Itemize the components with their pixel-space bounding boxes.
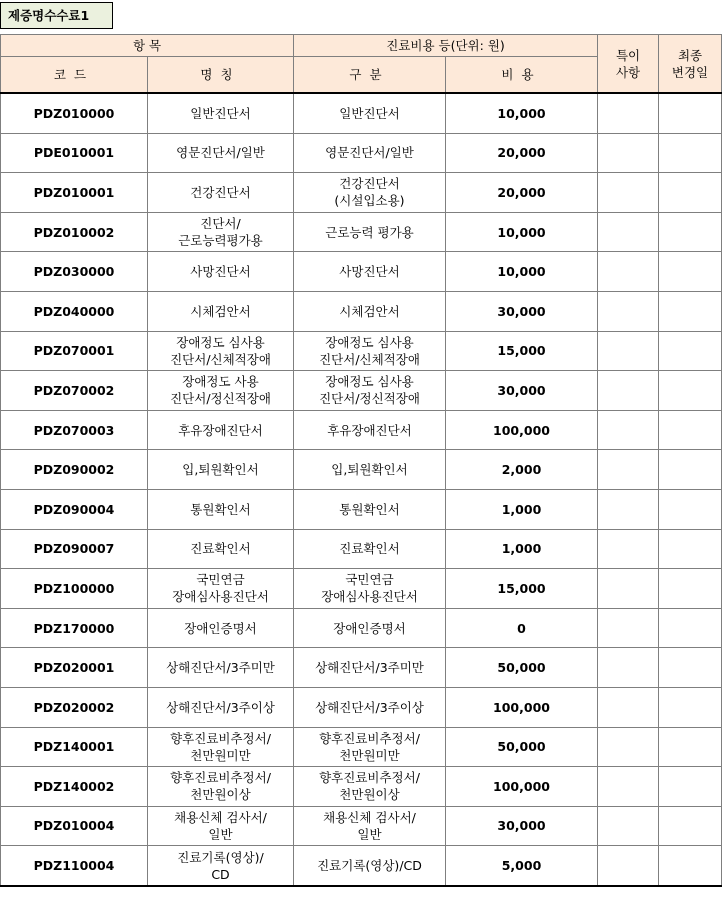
code-cell: PDZ090004: [1, 489, 148, 529]
cost-cell: 50,000: [446, 648, 598, 688]
special-notes-cell: [598, 252, 659, 292]
cost-cell: 0: [446, 608, 598, 648]
cost-cell: 100,000: [446, 687, 598, 727]
special-notes-cell: [598, 489, 659, 529]
type-cell: 후유장애진단서: [294, 410, 446, 450]
name-cell: 입,퇴원확인서: [148, 450, 294, 490]
special-notes-cell: [598, 331, 659, 371]
type-cell: 국민연금 장애심사용진단서: [294, 569, 446, 609]
name-cell: 진단서/ 근로능력평가용: [148, 212, 294, 252]
name-cell: 진료기록(영상)/ CD: [148, 846, 294, 886]
type-cell: 향후진료비추정서/ 천만원미만: [294, 727, 446, 767]
table-row: [1, 291, 722, 331]
last-changed-cell: [659, 212, 722, 252]
last-changed-cell: [659, 648, 722, 688]
special-notes-cell: [598, 648, 659, 688]
special-notes-cell: [598, 212, 659, 252]
special-notes-cell: [598, 767, 659, 807]
special-notes-cell: [598, 410, 659, 450]
type-cell: 건강진단서 (시설입소용): [294, 173, 446, 213]
type-cell: 향후진료비추정서/ 천만원이상: [294, 767, 446, 807]
code-cell: PDZ010001: [1, 173, 148, 213]
special-notes-cell: [598, 291, 659, 331]
special-notes-cell: [598, 846, 659, 886]
cost-cell: 2,000: [446, 450, 598, 490]
table-row: [1, 489, 722, 529]
code-cell: PDZ010000: [1, 93, 148, 133]
table-row: [1, 252, 722, 292]
code-cell: PDZ090007: [1, 529, 148, 569]
table-row: [1, 331, 722, 371]
special-notes-label: 특이 사항: [615, 47, 641, 80]
special-notes-cell: [598, 93, 659, 133]
special-notes-cell: [598, 173, 659, 213]
type-cell: 입,퇴원확인서: [294, 450, 446, 490]
name-cell: 일반진단서: [148, 93, 294, 133]
cost-cell: 100,000: [446, 410, 598, 450]
type-cell: 장애정도 심사용 진단서/신체적장애: [294, 331, 446, 371]
type-cell: 진료확인서: [294, 529, 446, 569]
type-cell: 장애인증명서: [294, 608, 446, 648]
name-cell: 장애정도 사용 진단서/정신적장애: [148, 371, 294, 411]
table-row: [1, 608, 722, 648]
table-row: [1, 767, 722, 807]
name-cell: 장애정도 심사용 진단서/신체적장애: [148, 331, 294, 371]
cost-header: 비용: [446, 57, 598, 94]
code-cell: PDZ010004: [1, 806, 148, 846]
last-changed-cell: [659, 608, 722, 648]
table-row: [1, 806, 722, 846]
cost-cell: 20,000: [446, 173, 598, 213]
name-header: 명칭: [148, 57, 294, 94]
table-row: [1, 846, 722, 886]
type-cell: 일반진단서: [294, 93, 446, 133]
code-cell: PDZ140001: [1, 727, 148, 767]
code-cell: PDE010001: [1, 133, 148, 173]
name-cell: 건강진단서: [148, 173, 294, 213]
code-cell: PDZ070002: [1, 371, 148, 411]
special-notes-cell: [598, 133, 659, 173]
table-row: [1, 450, 722, 490]
special-notes-cell: [598, 450, 659, 490]
table-row: [1, 648, 722, 688]
code-cell: PDZ070001: [1, 331, 148, 371]
cost-cell: 30,000: [446, 291, 598, 331]
cost-cell: 5,000: [446, 846, 598, 886]
type-cell: 상해진단서/3주미만: [294, 648, 446, 688]
last-changed-cell: [659, 291, 722, 331]
cost-cell: 30,000: [446, 371, 598, 411]
special-notes-cell: [598, 569, 659, 609]
last-changed-cell: [659, 331, 722, 371]
type-cell: 진료기록(영상)/CD: [294, 846, 446, 886]
last-changed-cell: [659, 371, 722, 411]
last-changed-cell: [659, 806, 722, 846]
special-notes-cell: [598, 687, 659, 727]
table-row: [1, 371, 722, 411]
table-row: [1, 529, 722, 569]
cost-cell: 1,000: [446, 529, 598, 569]
type-cell: 영문진단서/일반: [294, 133, 446, 173]
cost-cell: 1,000: [446, 489, 598, 529]
last-changed-cell: [659, 450, 722, 490]
name-cell: 상해진단서/3주미만: [148, 648, 294, 688]
type-header: 구분: [294, 57, 446, 94]
last-changed-header: [659, 35, 722, 94]
code-cell: PDZ110004: [1, 846, 148, 886]
table-row: [1, 173, 722, 213]
last-changed-cell: [659, 252, 722, 292]
type-cell: 채용신체 검사서/ 일반: [294, 806, 446, 846]
table-row: [1, 212, 722, 252]
item-group-header: 항 목: [1, 35, 294, 57]
name-cell: 시체검안서: [148, 291, 294, 331]
name-cell: 장애인증명서: [148, 608, 294, 648]
cost-group-header: 진료비용 등(단위: 원): [294, 35, 598, 57]
name-cell: 상해진단서/3주이상: [148, 687, 294, 727]
cost-cell: 10,000: [446, 93, 598, 133]
last-changed-cell: [659, 529, 722, 569]
table-row: [1, 569, 722, 609]
special-notes-cell: [598, 529, 659, 569]
type-cell: 사망진단서: [294, 252, 446, 292]
code-header: 코드: [1, 57, 148, 94]
last-changed-label: 최종 변경일: [671, 47, 709, 80]
fee-table-body: [1, 93, 722, 886]
code-cell: PDZ170000: [1, 608, 148, 648]
cost-cell: 30,000: [446, 806, 598, 846]
name-cell: 국민연금 장애심사용진단서: [148, 569, 294, 609]
last-changed-cell: [659, 410, 722, 450]
code-cell: PDZ100000: [1, 569, 148, 609]
name-cell: 사망진단서: [148, 252, 294, 292]
cost-cell: 10,000: [446, 252, 598, 292]
cost-cell: 50,000: [446, 727, 598, 767]
special-notes-header: [598, 35, 659, 94]
cost-cell: 20,000: [446, 133, 598, 173]
special-notes-cell: [598, 727, 659, 767]
name-cell: 통원확인서: [148, 489, 294, 529]
last-changed-cell: [659, 767, 722, 807]
name-cell: 향후진료비추정서/ 천만원미만: [148, 727, 294, 767]
sheet-title: 제증명수수료1: [0, 2, 113, 29]
name-cell: 영문진단서/일반: [148, 133, 294, 173]
cost-cell: 10,000: [446, 212, 598, 252]
code-cell: PDZ030000: [1, 252, 148, 292]
special-notes-cell: [598, 371, 659, 411]
name-cell: 후유장애진단서: [148, 410, 294, 450]
type-cell: 장애정도 심사용 진단서/정신적장애: [294, 371, 446, 411]
cost-cell: 15,000: [446, 331, 598, 371]
code-cell: PDZ140002: [1, 767, 148, 807]
code-cell: PDZ010002: [1, 212, 148, 252]
code-cell: PDZ040000: [1, 291, 148, 331]
special-notes-cell: [598, 608, 659, 648]
cost-cell: 15,000: [446, 569, 598, 609]
table-row: [1, 727, 722, 767]
header-row-group: [1, 35, 722, 57]
code-cell: PDZ090002: [1, 450, 148, 490]
last-changed-cell: [659, 846, 722, 886]
type-cell: 근로능력 평가용: [294, 212, 446, 252]
name-cell: 진료확인서: [148, 529, 294, 569]
special-notes-cell: [598, 806, 659, 846]
code-cell: PDZ070003: [1, 410, 148, 450]
last-changed-cell: [659, 687, 722, 727]
type-cell: 시체검안서: [294, 291, 446, 331]
fee-table: [0, 34, 722, 887]
last-changed-cell: [659, 727, 722, 767]
table-row: [1, 93, 722, 133]
name-cell: 향후진료비추정서/ 천만원이상: [148, 767, 294, 807]
name-cell: 채용신체 검사서/ 일반: [148, 806, 294, 846]
table-row: [1, 133, 722, 173]
type-cell: 상해진단서/3주이상: [294, 687, 446, 727]
code-cell: PDZ020002: [1, 687, 148, 727]
last-changed-cell: [659, 569, 722, 609]
table-row: [1, 410, 722, 450]
code-cell: PDZ020001: [1, 648, 148, 688]
last-changed-cell: [659, 173, 722, 213]
cost-cell: 100,000: [446, 767, 598, 807]
type-cell: 통원확인서: [294, 489, 446, 529]
last-changed-cell: [659, 489, 722, 529]
table-row: [1, 687, 722, 727]
last-changed-cell: [659, 133, 722, 173]
last-changed-cell: [659, 93, 722, 133]
